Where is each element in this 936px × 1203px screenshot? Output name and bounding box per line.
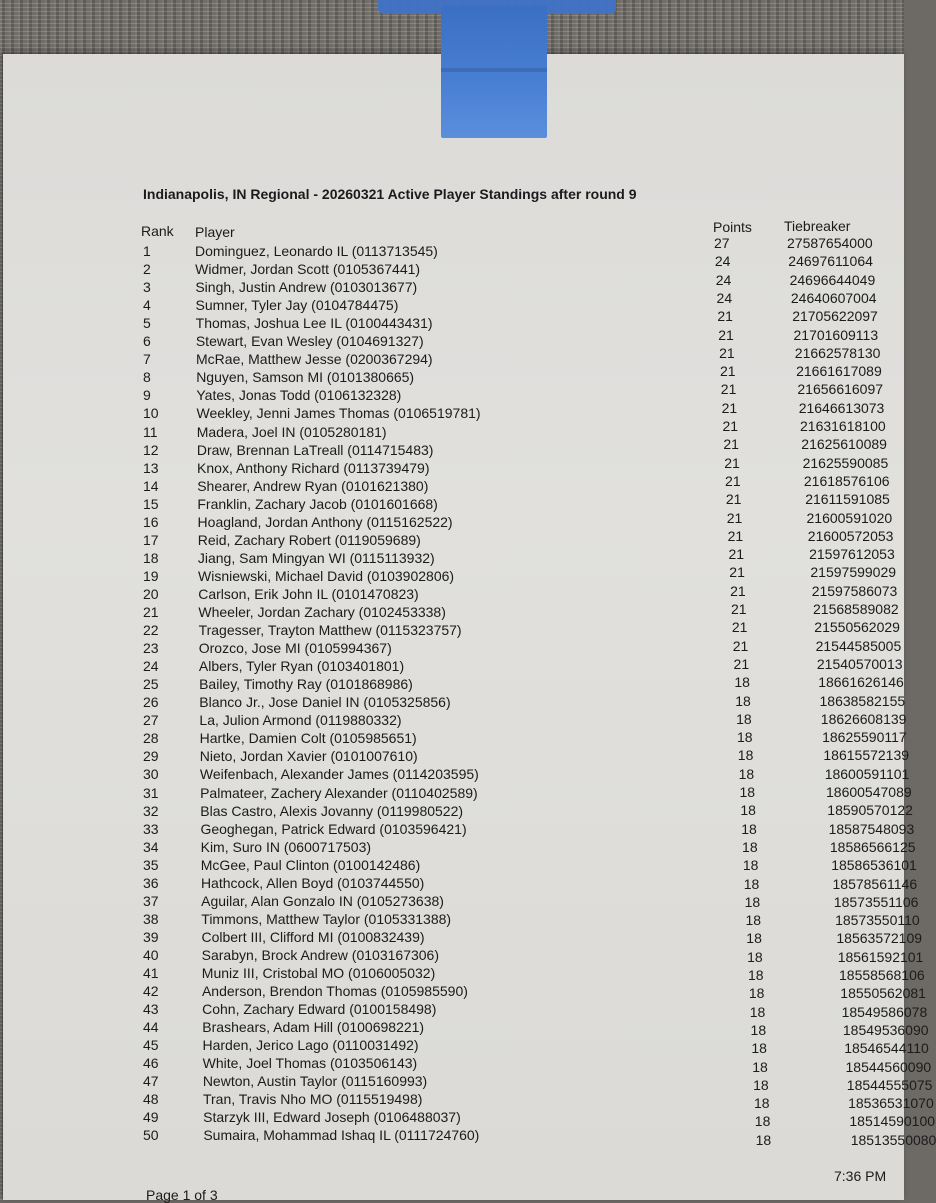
tiebreaker-cell: 18544560090 (845, 1058, 932, 1075)
tiebreaker-cell: 18587548093 (828, 820, 915, 837)
page-indicator: Page 1 of 3 (146, 1187, 218, 1203)
rank-cell: 33 (143, 820, 159, 837)
player-cell: Reid, Zachary Robert (0119059689) (197, 531, 421, 548)
tiebreaker-cell: 21597586073 (811, 582, 898, 599)
points-cell: 24 (714, 253, 731, 270)
points-cell: 21 (732, 637, 749, 654)
rank-cell: 26 (143, 694, 159, 711)
rank-cell: 36 (143, 874, 159, 891)
points-cell: 18 (754, 1113, 771, 1130)
rank-cell: 31 (143, 784, 159, 801)
tiebreaker-cell: 21656616097 (797, 381, 884, 398)
points-cell: 18 (747, 948, 763, 965)
tiebreaker-cell: 18514590100 (849, 1113, 936, 1130)
rank-cell: 9 (143, 387, 151, 404)
rank-cell: 21 (143, 604, 159, 620)
rank-cell: 13 (143, 459, 159, 476)
tiebreaker-cell: 27587654000 (787, 235, 873, 251)
tiebreaker-cell: 18626608139 (820, 710, 907, 727)
points-cell: 24 (715, 271, 732, 288)
rank-cell: 3 (143, 279, 151, 296)
player-cell: Singh, Justin Andrew (0103013677) (195, 279, 418, 296)
player-cell: Starzyk III, Edward Joseph (0106488037) (203, 1109, 461, 1126)
points-cell: 21 (733, 655, 750, 672)
tiebreaker-cell: 18638582155 (819, 692, 906, 709)
points-cell: 18 (743, 875, 760, 892)
tiebreaker-header: Tiebreaker (784, 218, 851, 234)
points-header: Points (713, 219, 752, 235)
points-cell: 21 (726, 509, 743, 526)
player-cell: Carlson, Erik John IL (0101470823) (198, 585, 419, 602)
points-cell: 21 (720, 381, 737, 398)
points-cell: 18 (751, 1040, 767, 1057)
player-cell: Wisniewski, Michael David (0103902806) (198, 567, 455, 584)
points-cell: 21 (731, 619, 748, 636)
points-cell: 18 (750, 1021, 767, 1038)
player-cell: Colbert III, Clifford MI (0100832439) (201, 928, 425, 945)
tiebreaker-cell: 21662578130 (794, 344, 881, 361)
player-cell: Franklin, Zachary Jacob (0101601668) (197, 495, 438, 512)
rank-header: Rank (141, 223, 174, 239)
player-cell: Harden, Jerico Lago (0110031492) (202, 1037, 419, 1054)
points-cell: 18 (734, 674, 750, 691)
rank-cell: 41 (143, 965, 159, 981)
rank-cell: 48 (143, 1091, 159, 1108)
player-cell: Nieto, Jordan Xavier (0101007610) (199, 748, 418, 765)
tiebreaker-cell: 21661617089 (796, 363, 882, 380)
points-cell: 21 (731, 601, 747, 617)
rank-cell: 14 (143, 477, 159, 494)
tiebreaker-cell: 21625590085 (802, 454, 889, 471)
player-cell: Muniz III, Cristobal MO (0106005032) (201, 965, 436, 981)
player-cell: Bailey, Timothy Ray (0101868986) (199, 676, 413, 693)
rank-cell: 6 (143, 333, 151, 350)
rank-cell: 5 (143, 315, 151, 332)
points-cell: 21 (724, 454, 740, 471)
player-cell: Draw, Brennan LaTreall (0114715483) (196, 441, 434, 458)
rank-cell: 25 (143, 676, 159, 693)
player-cell: McRae, Matthew Jesse (0200367294) (196, 351, 433, 368)
rank-cell: 18 (143, 549, 159, 566)
points-cell: 21 (719, 363, 736, 380)
tiebreaker-cell: 21646613073 (798, 399, 885, 416)
tiebreaker-cell: 18549536090 (842, 1021, 929, 1038)
rank-cell: 49 (143, 1109, 159, 1126)
points-cell: 21 (718, 326, 734, 343)
rank-cell: 24 (143, 658, 159, 675)
player-cell: Blanco Jr., Jose Daniel IN (0105325856) (199, 694, 451, 711)
player-cell: Weifenbach, Alexander James (0114203595) (199, 766, 479, 783)
tiebreaker-cell: 18586566125 (829, 838, 916, 855)
rank-cell: 40 (143, 946, 159, 963)
tiebreaker-cell: 21618576106 (803, 472, 890, 489)
player-cell: Tran, Travis Nho MO (0115519498) (202, 1091, 423, 1108)
points-cell: 21 (727, 527, 744, 544)
tiebreaker-cell: 18600547089 (826, 784, 912, 800)
player-cell: Wheeler, Jordan Zachary (0102453338) (198, 604, 446, 620)
points-cell: 24 (716, 289, 733, 306)
tiebreaker-cell: 21600572053 (807, 527, 894, 544)
player-cell: Sarabyn, Brock Andrew (0103167306) (201, 946, 439, 963)
tiebreaker-cell: 18573550110 (835, 912, 920, 929)
points-cell: 18 (739, 784, 756, 800)
player-cell: Geoghegan, Patrick Edward (0103596421) (200, 820, 467, 837)
points-cell: 21 (723, 436, 739, 453)
player-cell: Dominguez, Leonardo IL (0113713545) (195, 243, 438, 259)
tiebreaker-cell: 18661626146 (818, 674, 904, 691)
points-cell: 18 (741, 820, 757, 837)
rank-cell: 45 (143, 1037, 159, 1054)
tiebreaker-cell: 18563572109 (836, 930, 923, 947)
rank-cell: 37 (143, 892, 159, 909)
points-cell: 18 (748, 985, 765, 1002)
points-cell: 18 (753, 1076, 769, 1093)
tiebreaker-cell: 21544585005 (815, 637, 902, 654)
tiebreaker-cell: 21600591020 (806, 509, 893, 526)
rank-cell: 15 (143, 495, 159, 512)
rank-cell: 16 (143, 513, 159, 530)
player-cell: Kim, Suro IN (0600717503) (200, 838, 372, 855)
tiebreaker-cell: 21597599029 (810, 564, 897, 581)
tiebreaker-cell: 18600591101 (824, 765, 910, 782)
points-cell: 27 (714, 235, 730, 251)
points-cell: 21 (721, 399, 738, 416)
player-cell: Cohn, Zachary Edward (0100158498) (202, 1001, 437, 1018)
player-cell: Sumner, Tyler Jay (0104784475) (195, 297, 399, 314)
player-cell: White, Joel Thomas (0103506143) (202, 1055, 418, 1072)
tiebreaker-cell: 21611591085 (805, 491, 890, 508)
rank-cell: 22 (143, 622, 159, 639)
rank-cell: 39 (143, 928, 159, 945)
points-cell: 21 (722, 418, 739, 434)
rank-cell: 35 (143, 856, 159, 873)
player-cell: Madera, Joel IN (0105280181) (196, 423, 387, 440)
tiebreaker-cell: 21701609113 (793, 326, 879, 343)
points-cell: 18 (736, 729, 753, 746)
tiebreaker-cell: 24697611064 (788, 253, 873, 270)
tiebreaker-cell: 21625610089 (801, 436, 887, 453)
standings-title: Indianapolis, IN Regional - 20260321 Active Player Standings after round 9 (143, 186, 637, 202)
rank-cell: 12 (143, 441, 159, 458)
points-cell: 18 (737, 747, 754, 764)
tiebreaker-cell: 18536531070 (848, 1095, 934, 1112)
tiebreaker-cell: 18573551106 (833, 893, 919, 910)
rank-cell: 47 (143, 1073, 159, 1090)
points-cell: 21 (717, 308, 733, 325)
points-cell: 21 (725, 491, 742, 508)
player-cell: Hartke, Damien Colt (0105985651) (199, 730, 417, 747)
tiebreaker-cell: 21631618100 (800, 418, 886, 434)
player-cell: Palmateer, Zachery Alexander (0110402589) (200, 784, 478, 801)
player-header: Player (195, 224, 235, 240)
rank-cell: 32 (143, 802, 159, 819)
points-cell: 18 (748, 967, 764, 983)
rank-cell: 4 (143, 297, 151, 314)
player-cell: Knox, Anthony Richard (0113739479) (197, 459, 430, 476)
player-cell: Orozco, Jose MI (0105994367) (198, 640, 392, 657)
points-cell: 18 (736, 710, 752, 727)
player-cell: Anderson, Brendon Thomas (0105985590) (201, 983, 468, 1000)
tiebreaker-cell: 18586536101 (831, 857, 917, 874)
rank-cell: 7 (143, 351, 151, 368)
points-cell: 18 (755, 1131, 772, 1148)
points-cell: 21 (719, 344, 735, 361)
rank-cell: 29 (143, 748, 159, 765)
tiebreaker-cell: 18549586078 (841, 1003, 928, 1020)
points-cell: 18 (753, 1095, 770, 1112)
rank-cell: 28 (143, 730, 159, 747)
tiebreaker-cell: 18513550080 (850, 1131, 936, 1148)
tiebreaker-cell: 18558568106 (839, 967, 925, 983)
rank-cell: 42 (143, 983, 159, 1000)
player-cell: Weekley, Jenni James Thomas (0106519781) (196, 405, 481, 422)
points-cell: 18 (749, 1003, 766, 1020)
player-cell: Aguilar, Alan Gonzalo IN (0105273638) (201, 892, 444, 909)
points-cell: 18 (746, 930, 762, 947)
rank-cell: 2 (143, 261, 151, 278)
tiebreaker-cell: 18625590117 (822, 729, 907, 746)
player-cell: McGee, Paul Clinton (0100142486) (200, 856, 421, 873)
tiebreaker-cell: 21705622097 (792, 308, 878, 325)
rank-cell: 34 (143, 838, 159, 855)
player-cell: Thomas, Joshua Lee IL (0100443431) (195, 315, 433, 332)
tiebreaker-cell: 24696644049 (789, 271, 876, 288)
tiebreaker-cell: 21568589082 (813, 601, 899, 617)
tiebreaker-cell: 24640607004 (790, 289, 877, 306)
points-cell: 21 (730, 582, 746, 599)
tiebreaker-cell: 21550562029 (814, 619, 900, 636)
player-cell: Hathcock, Allen Boyd (0103744550) (200, 874, 425, 891)
rank-cell: 46 (143, 1055, 159, 1072)
player-cell: Nguyen, Samson MI (0101380665) (196, 369, 415, 386)
rank-cell: 10 (143, 405, 159, 422)
points-cell: 21 (728, 546, 745, 563)
player-cell: La, Julion Armond (0119880332) (199, 712, 402, 729)
print-time: 7:36 PM (834, 1168, 887, 1184)
rank-cell: 50 (143, 1127, 159, 1144)
tiebreaker-cell: 18546544110 (844, 1040, 929, 1057)
points-cell: 18 (752, 1058, 768, 1075)
rank-cell: 38 (143, 910, 159, 927)
player-cell: Jiang, Sam Mingyan WI (0115113932) (197, 549, 435, 566)
rank-cell: 19 (143, 567, 159, 584)
tiebreaker-cell: 18561592101 (837, 948, 924, 965)
player-cell: Hoagland, Jordan Anthony (0115162522) (197, 513, 453, 530)
tiebreaker-cell: 21540570013 (816, 655, 903, 672)
points-cell: 18 (742, 857, 759, 874)
player-cell: Newton, Austin Taylor (0115160993) (202, 1073, 428, 1090)
tiebreaker-cell: 18578561146 (832, 875, 918, 892)
rank-cell: 11 (143, 423, 158, 440)
tiebreaker-cell: 18550562081 (840, 985, 926, 1002)
player-cell: Shearer, Andrew Ryan (0101621380) (197, 477, 429, 494)
points-cell: 18 (740, 802, 756, 819)
player-cell: Tragesser, Trayton Matthew (0115323757) (198, 622, 462, 639)
points-cell: 18 (735, 692, 751, 709)
tiebreaker-cell: 18544555075 (846, 1076, 933, 1093)
player-cell: Albers, Tyler Ryan (0103401801) (198, 658, 405, 675)
player-cell: Stewart, Evan Wesley (0104691327) (195, 333, 424, 350)
points-cell: 18 (744, 893, 761, 910)
rank-cell: 44 (143, 1019, 159, 1036)
rank-cell: 30 (143, 766, 159, 783)
player-cell: Brashears, Adam Hill (0100698221) (202, 1019, 425, 1036)
player-cell: Sumaira, Mohammad Ishaq IL (0111724760) (203, 1127, 480, 1144)
rank-cell: 43 (143, 1001, 159, 1018)
points-cell: 18 (745, 912, 762, 929)
player-cell: Widmer, Jordan Scott (0105367441) (195, 261, 421, 278)
rank-cell: 27 (143, 712, 159, 729)
points-cell: 18 (738, 765, 755, 782)
player-cell: Timmons, Matthew Taylor (0105331388) (201, 910, 452, 927)
tiebreaker-cell: 18590570122 (827, 802, 913, 819)
points-cell: 21 (725, 472, 741, 489)
player-cell: Blas Castro, Alexis Jovanny (0119980522) (200, 802, 464, 819)
rank-cell: 17 (143, 531, 159, 548)
points-cell: 21 (729, 564, 745, 581)
tiebreaker-cell: 18615572139 (823, 747, 910, 764)
rank-cell: 8 (143, 369, 151, 386)
points-cell: 18 (742, 838, 758, 855)
tiebreaker-cell: 21597612053 (809, 546, 895, 563)
player-cell: Yates, Jonas Todd (0106132328) (196, 387, 402, 404)
rank-cell: 20 (143, 585, 159, 602)
rank-cell: 1 (143, 243, 151, 259)
rank-cell: 23 (143, 640, 159, 657)
